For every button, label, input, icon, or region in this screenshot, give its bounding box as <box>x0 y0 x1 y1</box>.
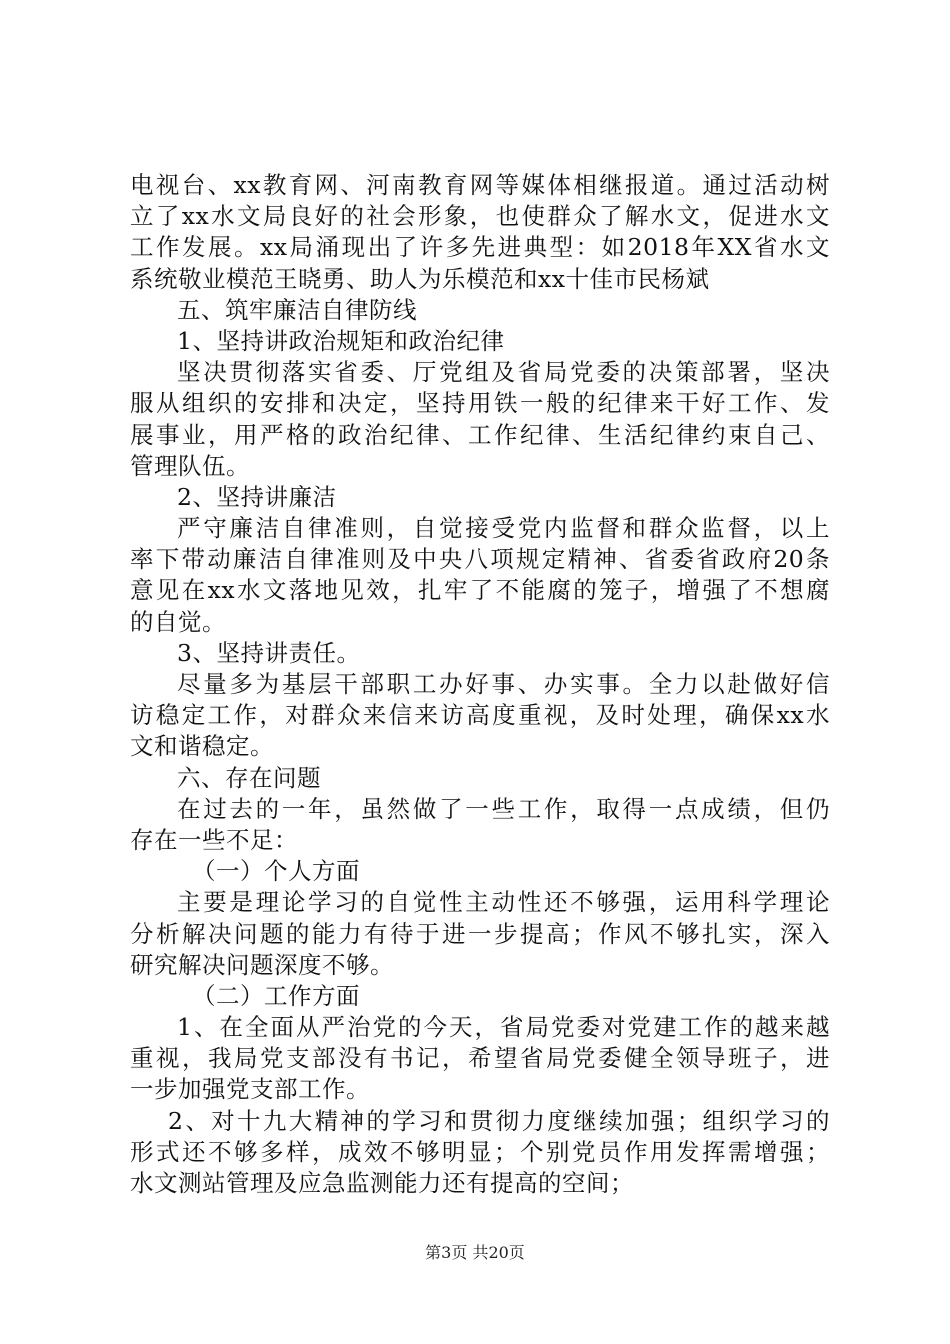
text-line: 电视台、xx教育网、河南教育网等媒体相继报道。通过活动树 <box>130 171 830 199</box>
document-body <box>130 170 830 1199</box>
text-line: 主要是理论学习的自觉性主动性还不够强，运用科学理论 <box>177 888 830 917</box>
section-heading: 五、筑牢廉洁自律防线 <box>177 295 417 324</box>
text-line: 研究解决问题深度不够。 <box>130 950 394 979</box>
subsection-heading: （一）个人方面 <box>192 857 360 886</box>
text-line: 严守廉洁自律准则，自觉接受党内监督和群众监督，以上 <box>177 514 830 543</box>
text-line: 率下带动廉洁自律准则及中央八项规定精神、省委省政府20条 <box>130 545 830 574</box>
text-line: 1、在全面从严治党的今天，省局党委对党建工作的越来越 <box>177 1013 830 1042</box>
text-line: 水文测站管理及应急监测能力还有提高的空间； <box>130 1169 634 1197</box>
subsection-heading: 1、坚持讲政治规矩和政治纪律 <box>177 326 505 355</box>
text-line: 服从组织的安排和决定，坚持用铁一般的纪律来干好工作、发 <box>130 389 830 418</box>
text-line: 重视，我局党支部没有书记，希望省局党委健全领导班子，进 <box>130 1044 830 1073</box>
subsection-heading: （二）工作方面 <box>192 981 360 1010</box>
text-line: 展事业，用严格的政治纪律、工作纪律、生活纪律约束自己、 <box>130 420 830 449</box>
subsection-heading: 3、坚持讲责任。 <box>177 638 361 667</box>
text-line: 分析解决问题的能力有待于进一步提高；作风不够扎实，深入 <box>130 919 830 948</box>
text-line: 工作发展。xx局涌现出了许多先进典型：如2018年XX省水文 <box>130 233 830 262</box>
text-line: 访稳定工作，对群众来信来访高度重视，及时处理，确保xx水 <box>130 701 830 730</box>
text-line: 管理队伍。 <box>130 451 250 480</box>
text-line: 坚决贯彻落实省委、厅党组及省局党委的决策部署，坚决 <box>177 358 830 387</box>
text-line: 在过去的一年，虽然做了一些工作，取得一点成绩，但仍 <box>177 794 830 823</box>
page-footer: 第3页 共20页 <box>425 1243 525 1262</box>
text-line: 的自觉。 <box>130 607 226 636</box>
subsection-heading: 2、坚持讲廉洁 <box>177 482 337 511</box>
text-line: 文和谐稳定。 <box>130 732 274 761</box>
text-line: 系统敬业模范王晓勇、助人为乐模范和xx十佳市民杨斌 <box>130 264 710 293</box>
text-line: 形式还不够多样，成效不够明显；个别党员作用发挥需增强； <box>130 1137 830 1166</box>
text-line: 尽量多为基层干部职工办好事、办实事。全力以赴做好信 <box>177 670 830 698</box>
text-line: 一步加强党支部工作。 <box>130 1075 370 1104</box>
text-line: 意见在xx水文落地见效，扎牢了不能腐的笼子，增强了不想腐 <box>130 576 830 605</box>
section-heading: 六、存在问题 <box>177 763 321 792</box>
text-line: 存在一些不足： <box>130 825 298 854</box>
text-line: 2、对十九大精神的学习和贯彻力度继续加强；组织学习的 <box>168 1106 830 1135</box>
text-line: 立了xx水文局良好的社会形象，也使群众了解水文，促进水文 <box>130 202 830 231</box>
